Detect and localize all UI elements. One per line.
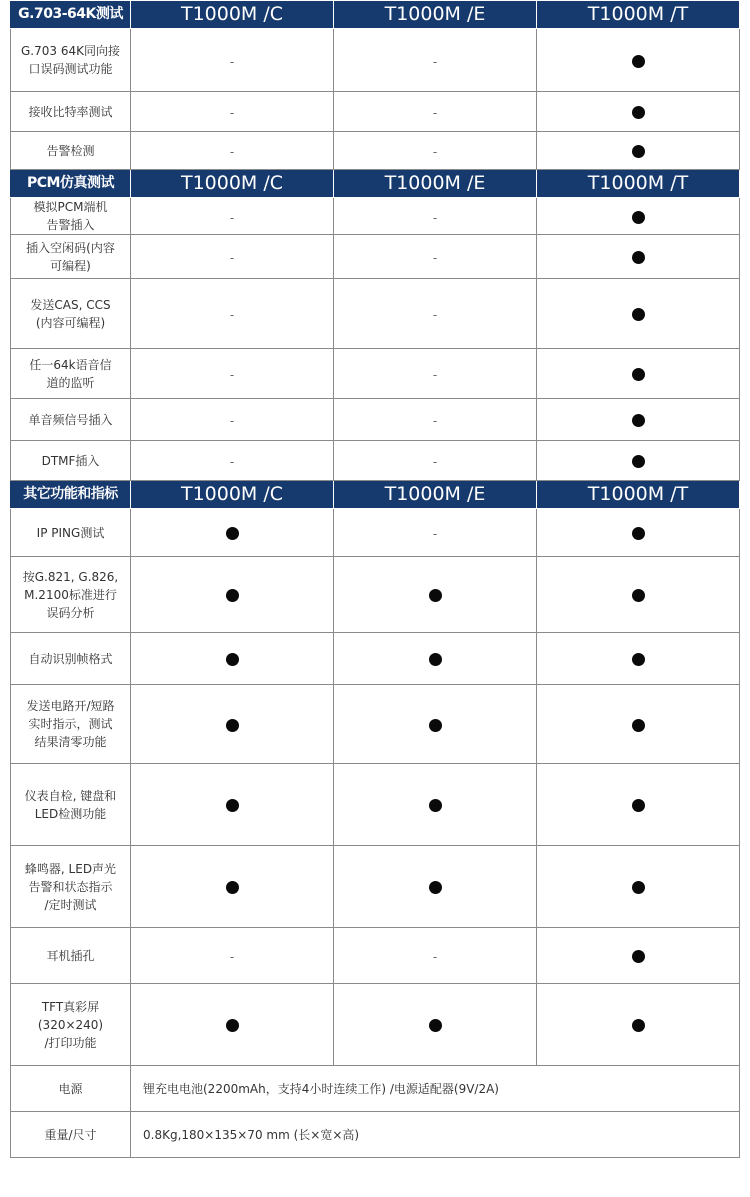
not-supported-dash: - [432,527,438,541]
feature-label: 耳机插孔 [11,928,131,984]
feature-label: 发送电路开/短路 实时指示，测试 结果清零功能 [11,685,131,764]
supported-dot-icon [632,527,645,540]
support-cell [334,198,537,235]
model-column-header: T1000M /T [537,170,740,198]
feature-row [11,279,740,349]
support-cell [334,984,537,1066]
feature-row [11,399,740,441]
support-cell [537,399,740,441]
support-cell [334,279,537,349]
not-supported-dash: - [229,950,235,964]
support-cell [334,441,537,481]
feature-label: TFT真彩屏 (320×240) /打印功能 [11,984,131,1066]
support-cell [537,984,740,1066]
supported-dot-icon [632,881,645,894]
support-cell [334,764,537,846]
feature-label: 告警检测 [11,132,131,170]
supported-dot-icon [632,799,645,812]
support-cell [131,235,334,279]
not-supported-dash: - [229,455,235,469]
feature-label: 蜂鸣器, LED声光 告警和状态指示 /定时测试 [11,846,131,928]
spec-comparison-table [10,0,740,1158]
not-supported-dash: - [229,308,235,322]
spec-value: 锂充电电池(2200mAh，支持4小时连续工作) /电源适配器(9V/2A) [131,1066,740,1112]
supported-dot-icon [632,414,645,427]
not-supported-dash: - [229,414,235,428]
supported-dot-icon [226,799,239,812]
not-supported-dash: - [432,251,438,265]
support-cell [131,349,334,399]
support-cell [131,441,334,481]
not-supported-dash: - [432,54,438,69]
spec-label: 重量/尺寸 [11,1112,131,1158]
spec-label: 电源 [11,1066,131,1112]
support-cell [537,349,740,399]
support-cell [334,509,537,557]
support-cell [537,279,740,349]
supported-dot-icon [429,881,442,894]
feature-label: 单音频信号插入 [11,399,131,441]
feature-row [11,928,740,984]
support-cell [334,399,537,441]
support-cell [537,764,740,846]
spec-value: 0.8Kg,180×135×70 mm (长×宽×高) [131,1112,740,1158]
not-supported-dash: - [229,106,235,120]
not-supported-dash: - [432,455,438,469]
feature-row [11,764,740,846]
not-supported-dash: - [432,308,438,322]
section-title: G.703-64K测试 [11,1,131,29]
model-column-header: T1000M /E [334,1,537,29]
feature-label: 仪表自检, 键盘和 LED检测功能 [11,764,131,846]
model-column-header: T1000M /T [537,1,740,29]
model-column-header: T1000M /T [537,481,740,509]
feature-row [11,29,740,92]
supported-dot-icon [429,653,442,666]
feature-row [11,198,740,235]
not-supported-dash: - [229,251,235,265]
feature-label: 自动识别帧格式 [11,633,131,685]
support-cell [131,279,334,349]
feature-row [11,685,740,764]
supported-dot-icon [632,55,645,68]
model-column-header: T1000M /C [131,170,334,198]
supported-dot-icon [632,653,645,666]
not-supported-dash: - [432,950,438,964]
support-cell [537,928,740,984]
section-title: 其它功能和指标 [11,481,131,509]
supported-dot-icon [632,251,645,264]
feature-label: 模拟PCM端机 告警插入 [11,198,131,235]
support-cell [131,928,334,984]
support-cell [131,557,334,633]
model-column-header: T1000M /E [334,170,537,198]
support-cell [131,633,334,685]
feature-row [11,349,740,399]
not-supported-dash: - [432,414,438,428]
feature-row [11,633,740,685]
feature-label: 任一64k语音信 道的监听 [11,349,131,399]
feature-label: 接收比特率测试 [11,92,131,132]
supported-dot-icon [632,455,645,468]
supported-dot-icon [632,368,645,381]
support-cell [334,685,537,764]
model-column-header: T1000M /E [334,481,537,509]
supported-dot-icon [226,1019,239,1032]
support-cell [334,235,537,279]
supported-dot-icon [226,653,239,666]
support-cell [537,198,740,235]
not-supported-dash: - [229,145,235,159]
support-cell [131,846,334,928]
feature-row [11,557,740,633]
support-cell [537,509,740,557]
feature-row [11,132,740,170]
feature-row [11,235,740,279]
support-cell [131,132,334,170]
support-cell [537,685,740,764]
feature-label: DTMF插入 [11,441,131,481]
support-cell [537,235,740,279]
not-supported-dash: - [432,106,438,120]
support-cell [334,846,537,928]
model-column-header: T1000M /C [131,1,334,29]
support-cell [537,557,740,633]
spec-row [11,1066,740,1112]
not-supported-dash: - [229,368,235,382]
support-cell [131,399,334,441]
supported-dot-icon [632,719,645,732]
support-cell [131,764,334,846]
not-supported-dash: - [432,368,438,382]
support-cell [131,509,334,557]
feature-row [11,441,740,481]
feature-row [11,846,740,928]
support-cell [334,132,537,170]
supported-dot-icon [226,589,239,602]
supported-dot-icon [226,881,239,894]
feature-label: 发送CAS, CCS (内容可编程) [11,279,131,349]
supported-dot-icon [429,719,442,732]
support-cell [334,349,537,399]
feature-label: 插入空闲码(内容 可编程) [11,235,131,279]
supported-dot-icon [632,211,645,224]
section-header-row [11,1,740,29]
feature-row [11,984,740,1066]
support-cell [131,984,334,1066]
support-cell [131,685,334,764]
feature-label: G.703 64K同向接 口误码测试功能 [11,29,131,92]
feature-label: IP PING测试 [11,509,131,557]
support-cell [131,29,334,92]
supported-dot-icon [429,799,442,812]
support-cell [131,198,334,235]
feature-label: 按G.821, G.826, M.2100标准进行 误码分析 [11,557,131,633]
supported-dot-icon [632,145,645,158]
section-title: PCM仿真测试 [11,170,131,198]
not-supported-dash: - [432,145,438,159]
support-cell [334,29,537,92]
support-cell [537,441,740,481]
feature-row [11,92,740,132]
supported-dot-icon [226,719,239,732]
support-cell [334,557,537,633]
supported-dot-icon [632,950,645,963]
spec-row [11,1112,740,1158]
support-cell [537,92,740,132]
support-cell [334,633,537,685]
support-cell [537,633,740,685]
supported-dot-icon [632,1019,645,1032]
support-cell [537,29,740,92]
feature-row [11,509,740,557]
support-cell [131,92,334,132]
section-header-row [11,170,740,198]
supported-dot-icon [226,527,239,540]
not-supported-dash: - [229,210,235,225]
support-cell [537,132,740,170]
supported-dot-icon [429,1019,442,1032]
not-supported-dash: - [229,54,235,69]
supported-dot-icon [632,589,645,602]
supported-dot-icon [632,106,645,119]
support-cell [334,92,537,132]
not-supported-dash: - [432,210,438,225]
model-column-header: T1000M /C [131,481,334,509]
section-header-row [11,481,740,509]
supported-dot-icon [429,589,442,602]
support-cell [537,846,740,928]
support-cell [334,928,537,984]
supported-dot-icon [632,308,645,321]
